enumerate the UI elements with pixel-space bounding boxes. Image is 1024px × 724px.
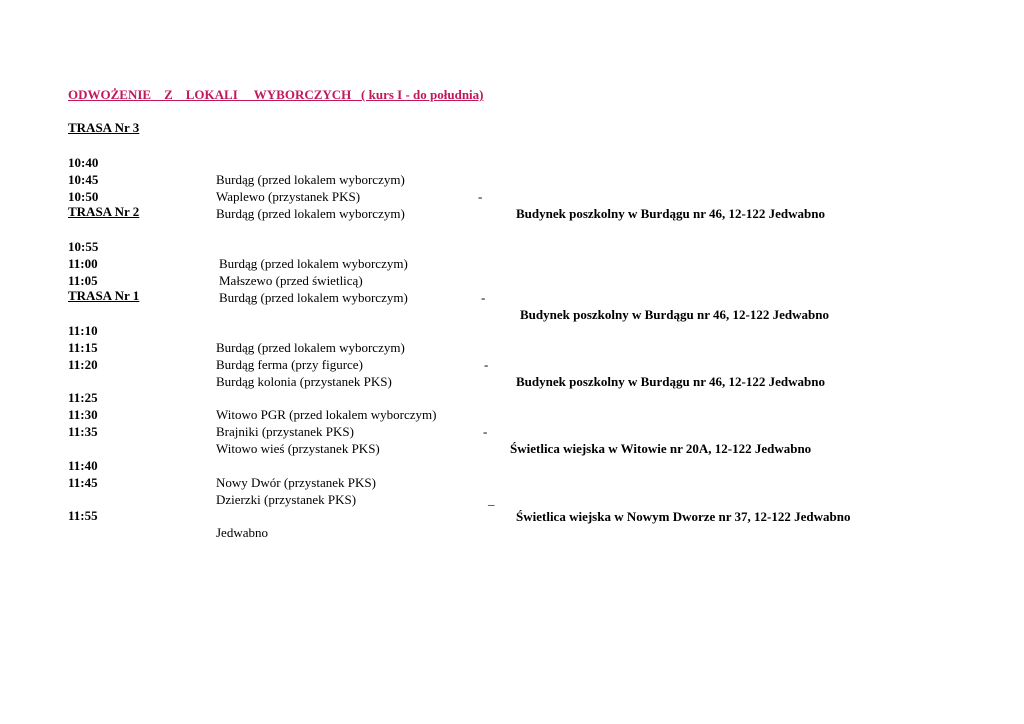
row-dash: - — [478, 189, 483, 204]
row-stop: Brajniki (przystanek PKS) — [216, 424, 354, 439]
row-dash: _ — [488, 492, 495, 507]
row-time: 11:05 — [68, 273, 98, 288]
row-dash: - — [481, 290, 486, 305]
row-time: 11:15 — [68, 340, 98, 355]
row-stop: Burdąg ferma (przy figurce) — [216, 357, 363, 372]
row-stop: Burdąg (przed lokalem wyborczym) — [219, 290, 408, 305]
row-destination: Budynek poszkolny w Burdągu nr 46, 12-122 Jedwabno — [516, 374, 825, 389]
route-heading-1: TRASA Nr 1 — [68, 288, 140, 303]
row-stop: Waplewo (przystanek PKS) — [216, 189, 361, 204]
row-destination: Świetlica wiejska w Witowie nr 20A, 12-122 Jedwabno — [510, 441, 812, 456]
row-stop: Witowo wieś (przystanek PKS) — [216, 441, 380, 456]
row-time: 10:55 — [68, 239, 99, 254]
row-stop: Dzierzki (przystanek PKS) — [216, 492, 357, 507]
row-dash: - — [484, 357, 489, 372]
row-time: 11:00 — [68, 256, 98, 271]
row-time: 10:50 — [68, 189, 99, 204]
row-stop: Nowy Dwór (przystanek PKS) — [216, 475, 376, 490]
row-stop: Burdąg (przed lokalem wyborczym) — [216, 340, 405, 355]
row-destination: Budynek poszkolny w Burdągu nr 46, 12-122 Jedwabno — [520, 307, 829, 322]
row-stop: Burdąg (przed lokalem wyborczym) — [219, 256, 408, 271]
row-time: 11:25 — [68, 390, 98, 405]
row-destination: Świetlica wiejska w Nowym Dworze nr 37, 12-122 Jedwabno — [516, 509, 851, 524]
row-time: 11:10 — [68, 323, 98, 338]
row-destination: Budynek poszkolny w Burdągu nr 46, 12-122 Jedwabno — [516, 206, 825, 221]
row-time: 11:45 — [68, 475, 98, 490]
row-time: 11:20 — [68, 357, 98, 372]
row-stop: Burdąg kolonia (przystanek PKS) — [216, 374, 392, 389]
row-time: 11:30 — [68, 407, 98, 422]
route-heading-3: TRASA Nr 3 — [68, 120, 140, 135]
row-time: 10:45 — [68, 172, 99, 187]
document-title: ODWOŻENIE Z LOKALI WYBORCZYCH ( kurs I - do południa) — [68, 87, 484, 102]
row-stop: Witowo PGR (przed lokalem wyborczym) — [216, 407, 437, 422]
row-stop: Burdąg (przed lokalem wyborczym) — [216, 206, 405, 221]
row-time: 11:55 — [68, 508, 98, 523]
row-time: 11:35 — [68, 424, 98, 439]
route-heading-2: TRASA Nr 2 — [68, 204, 140, 219]
row-stop: Burdąg (przed lokalem wyborczym) — [216, 172, 405, 187]
row-dash: - — [483, 424, 488, 439]
row-stop: Małszewo (przed świetlicą) — [219, 273, 363, 288]
row-time: 11:40 — [68, 458, 98, 473]
row-time: 10:40 — [68, 155, 99, 170]
row-stop: Jedwabno — [216, 525, 268, 540]
